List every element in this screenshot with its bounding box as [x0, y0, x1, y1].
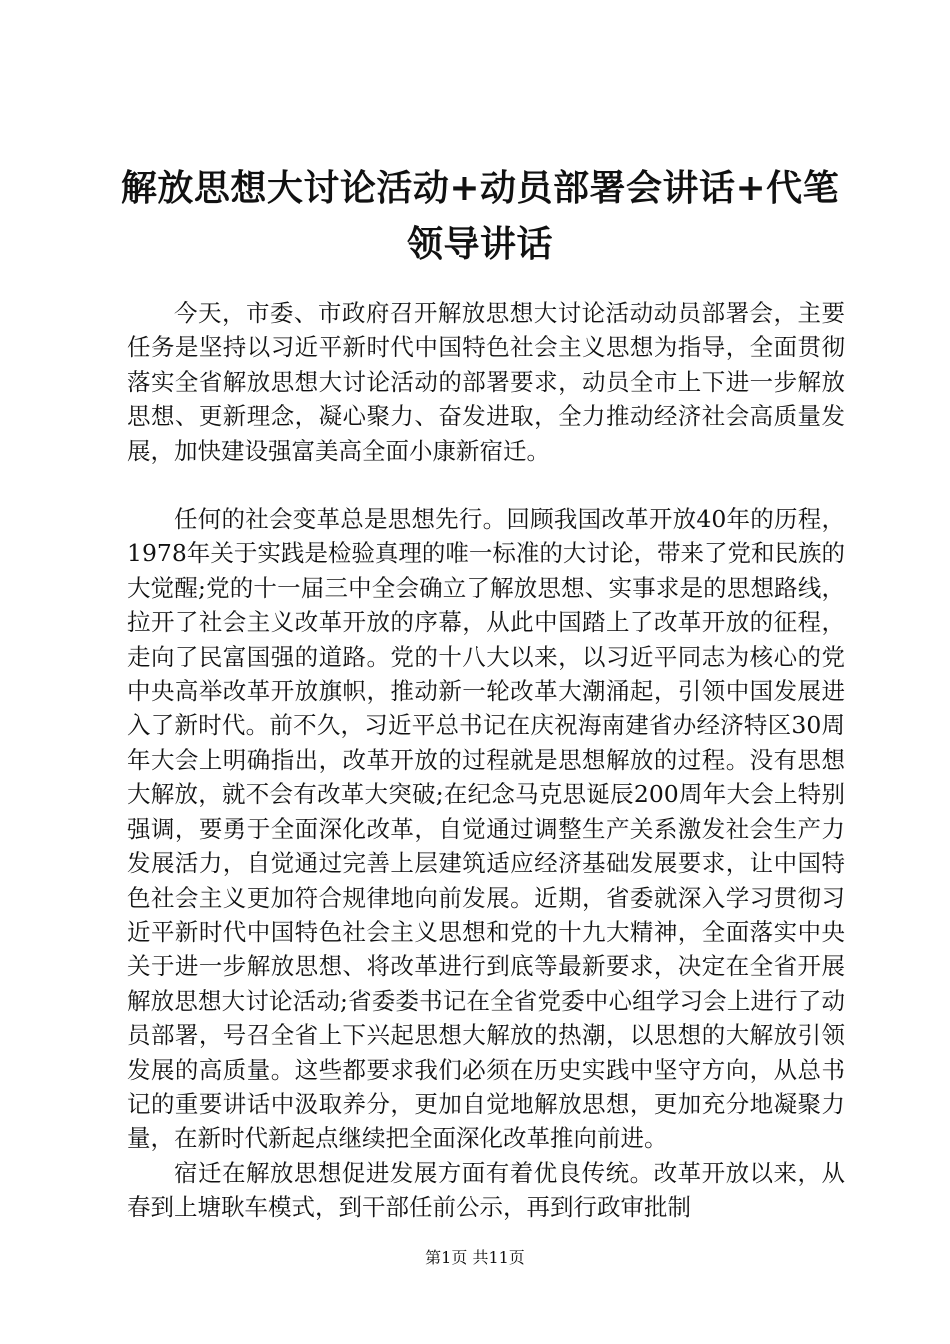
- document-title: 解放思想大讨论活动+动员部署会讲话+代笔领导讲话: [120, 167, 840, 265]
- document-body: [127, 296, 845, 1225]
- paragraph-1: 今天，市委、市政府召开解放思想大讨论活动动员部署会，主要任务是坚持以习近平新时代中国特色社会主义思想为指导，全面贯彻落实全省解放思想大讨论活动的部署要求，动员全市上下进一步解放思想、更新理念，凝心聚力、奋发进取，全力推动经济社会高质量发展，加快建设强富美高全面小康新宿迁。: [127, 299, 845, 465]
- page-footer: 第1页 共11页: [425, 1248, 525, 1267]
- paragraph-3: 宿迁在解放思想促进发展方面有着优良传统。改革开放以来，从春到上塘耿车模式，到干部任前公示，再到行政审批制: [127, 1158, 845, 1222]
- paragraph-2: 任何的社会变革总是思想先行。回顾我国改革开放40年的历程，1978年关于实践是检验真理的唯一标准的大讨论，带来了党和民族的大觉醒;党的十一届三中全会确立了解放思想、实事求是的思想路线，拉开了社会主义改革开放的序幕，从此中国踏上了改革开放的征程，走向了民富国强的道路。党的十八大以来，以习近平同志为核心的党中央高举改革开放旗帜，推动新一轮改革大潮涌起，引领中国发展进入了新时代。前不久，习近平总书记在庆祝海南建省办经济特区30周年大会上明确指出，改革开放的过程就是思想解放的过程。没有思想大解放，就不会有改革大突破;在纪念马克思诞辰200周年大会上特别强调，要勇于全面深化改革，自觉通过调整生产关系激发社会生产力发展活力，自觉通过完善上层建筑适应经济基础发展要求，让中国特色社会主义更加符合规律地向前发展。近期，省委就深入学习贯彻习近平新时代中国特色社会主义思想和党的十九大精神，全面落实中央关于进一步解放思想、将改革进行到底等最新要求，决定在全省开展解放思想大讨论活动;省委娄书记在全省党委中心组学习会上进行了动员部署，号召全省上下兴起思想大解放的热潮，以思想的大解放引领发展的高质量。这些都要求我们必须在历史实践中坚守方向，从总书记的重要讲话中汲取养分，更加自觉地解放思想，更加充分地凝聚力量，在新时代新起点继续把全面深化改革推向前进。: [127, 505, 845, 1153]
